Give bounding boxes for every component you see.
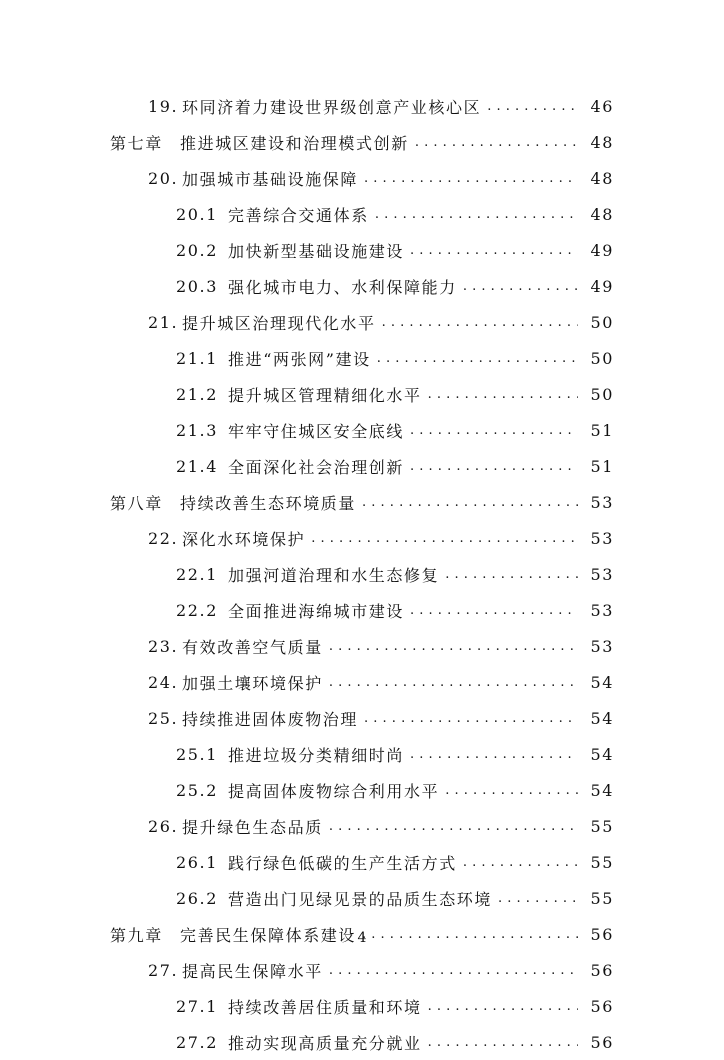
toc-entry-number: 27. — [148, 960, 179, 980]
toc-entry-page: 53 — [590, 492, 614, 512]
dot-leader — [329, 672, 578, 692]
toc-entry-number: 20.1 — [176, 204, 219, 224]
toc-entry-title: 加强城市基础设施保障 — [182, 169, 359, 189]
toc-entry-page: 53 — [590, 528, 614, 548]
toc-entry-title: 推进城区建设和治理模式创新 — [180, 133, 409, 153]
toc-entry[interactable] — [0, 304, 724, 340]
toc-entry-number: 25. — [148, 708, 179, 728]
toc-entry-title: 持续改善生态环境质量 — [180, 493, 357, 513]
toc-entry-number: 20.2 — [176, 240, 219, 260]
toc-entry-page: 53 — [590, 600, 614, 620]
toc-entry-number: 21.4 — [176, 456, 219, 476]
dot-leader — [311, 528, 578, 548]
toc-entry[interactable] — [0, 952, 724, 988]
toc-entry-page: 48 — [590, 204, 614, 224]
toc-entry[interactable] — [0, 556, 724, 592]
toc-entry-page: 48 — [590, 168, 614, 188]
toc-entry-page: 55 — [590, 852, 614, 872]
toc-entry-title: 完善综合交通体系 — [228, 205, 369, 225]
toc-entry-page: 56 — [590, 1032, 614, 1052]
toc-entry-page: 48 — [590, 132, 614, 152]
toc-entry-number: 25.2 — [176, 780, 219, 800]
toc-entry[interactable] — [0, 1024, 724, 1060]
toc-entry-number: 24. — [148, 672, 179, 692]
dot-leader — [377, 348, 578, 368]
toc-entry-title: 有效改善空气质量 — [182, 637, 323, 657]
toc-entry[interactable] — [0, 808, 724, 844]
dot-leader — [428, 384, 578, 404]
toc-entry[interactable] — [0, 268, 724, 304]
toc-entry-number: 22.2 — [176, 600, 219, 620]
toc-entry-number: 27.1 — [176, 996, 219, 1016]
toc-entry-number: 21.1 — [176, 348, 219, 368]
toc-entry[interactable] — [0, 88, 724, 124]
toc-entry[interactable] — [0, 664, 724, 700]
toc-entry[interactable] — [0, 340, 724, 376]
dot-leader — [410, 240, 578, 260]
toc-entry-title: 全面深化社会治理创新 — [228, 457, 405, 477]
toc-entry-page: 56 — [590, 996, 614, 1016]
dot-leader — [410, 744, 578, 764]
toc-entry[interactable] — [0, 844, 724, 880]
dot-leader — [498, 888, 578, 908]
toc-entry-title: 持续改善居住质量和环境 — [228, 997, 422, 1017]
toc-entry-title: 营造出门见绿见景的品质生态环境 — [228, 889, 493, 909]
toc-entry-page: 50 — [590, 348, 614, 368]
toc-entry-title: 完善民生保障体系建设 — [180, 925, 357, 945]
dot-leader — [463, 852, 578, 872]
dot-leader — [445, 564, 578, 584]
toc-entry[interactable] — [0, 196, 724, 232]
toc-entry-page: 50 — [590, 384, 614, 404]
toc-entry-page: 54 — [590, 744, 614, 764]
toc-entry-title: 加强土壤环境保护 — [182, 673, 323, 693]
toc-entry-number: 27.2 — [176, 1032, 219, 1052]
dot-leader — [364, 168, 578, 188]
toc-entry[interactable] — [0, 736, 724, 772]
toc-entry-number: 20.3 — [176, 276, 219, 296]
toc-entry-number: 21. — [148, 312, 179, 332]
toc-entry-title: 提升城区管理精细化水平 — [228, 385, 422, 405]
toc-entry[interactable] — [0, 988, 724, 1024]
toc-entry-number: 21.3 — [176, 420, 219, 440]
toc-entry-number: 第九章 — [110, 925, 163, 945]
toc-entry[interactable] — [0, 772, 724, 808]
toc-entry-title: 加强河道治理和水生态修复 — [228, 565, 440, 585]
page-number: 4 — [357, 930, 367, 946]
toc-entry-number: 22.1 — [176, 564, 219, 584]
toc-entry-title: 践行绿色低碳的生产生活方式 — [228, 853, 457, 873]
toc-entry-number: 第八章 — [110, 493, 163, 513]
toc-entry-number: 25.1 — [176, 744, 219, 764]
toc-entry[interactable] — [0, 628, 724, 664]
dot-leader — [445, 780, 578, 800]
toc-entry-page: 54 — [590, 672, 614, 692]
toc-entry-page: 49 — [590, 240, 614, 260]
toc-entry-number: 26.2 — [176, 888, 219, 908]
toc-entry[interactable] — [0, 232, 724, 268]
toc-entry-page: 54 — [590, 708, 614, 728]
toc-entry-page: 50 — [590, 312, 614, 332]
dot-leader — [463, 276, 578, 296]
toc-entry-page: 56 — [590, 924, 614, 944]
toc-entry-title: 持续推进固体废物治理 — [182, 709, 359, 729]
dot-leader — [428, 996, 578, 1016]
dot-leader — [410, 420, 578, 440]
toc-entry[interactable] — [0, 520, 724, 556]
dot-leader — [329, 636, 578, 656]
toc-entry-page: 49 — [590, 276, 614, 296]
toc-entry[interactable] — [0, 160, 724, 196]
toc-entry-title: 全面推进海绵城市建设 — [228, 601, 405, 621]
toc-entry[interactable] — [0, 448, 724, 484]
toc-entry-title: 提高民生保障水平 — [182, 961, 323, 981]
toc-entry-title: 推进垃圾分类精细时尚 — [228, 745, 405, 765]
toc-entry-number: 23. — [148, 636, 179, 656]
toc-entry[interactable] — [0, 376, 724, 412]
dot-leader — [382, 312, 578, 332]
toc-entry[interactable] — [0, 124, 724, 160]
dot-leader — [329, 816, 578, 836]
toc-entry-page: 56 — [590, 960, 614, 980]
toc-entry[interactable] — [0, 592, 724, 628]
toc-entry-number: 26.1 — [176, 852, 219, 872]
toc-entry-title: 强化城市电力、水利保障能力 — [228, 277, 457, 297]
toc-entry-number: 26. — [148, 816, 179, 836]
dot-leader — [415, 132, 578, 152]
toc-entry-title: 提高固体废物综合利用水平 — [228, 781, 440, 801]
toc-entry[interactable] — [0, 412, 724, 448]
toc-entry-page: 51 — [590, 420, 614, 440]
toc-entry-title: 推进“两张网”建设 — [228, 349, 371, 369]
dot-leader — [375, 204, 578, 224]
toc-entry-page: 46 — [590, 96, 614, 116]
dot-leader — [329, 960, 578, 980]
dot-leader — [362, 492, 578, 512]
toc-entry-number: 20. — [148, 168, 179, 188]
toc-entry-page: 53 — [590, 564, 614, 584]
toc-entry-page: 55 — [590, 816, 614, 836]
dot-leader — [410, 600, 578, 620]
dot-leader — [487, 96, 578, 116]
dot-leader — [410, 456, 578, 476]
toc-entry-number: 第七章 — [110, 133, 163, 153]
toc-entry-title: 提升城区治理现代化水平 — [182, 313, 376, 333]
toc-entry[interactable] — [0, 700, 724, 736]
toc-entry-page: 51 — [590, 456, 614, 476]
toc-entry-page: 55 — [590, 888, 614, 908]
toc-entry-number: 19. — [148, 96, 179, 116]
toc-entry-number: 21.2 — [176, 384, 219, 404]
toc-entry[interactable] — [0, 880, 724, 916]
toc-entry-title: 深化水环境保护 — [182, 529, 306, 549]
toc-entry-title: 牢牢守住城区安全底线 — [228, 421, 405, 441]
toc-entry-title: 推动实现高质量充分就业 — [228, 1033, 422, 1053]
toc-entry-number: 22. — [148, 528, 179, 548]
toc-entry-page: 54 — [590, 780, 614, 800]
toc-entry-title: 环同济着力建设世界级创意产业核心区 — [182, 97, 482, 117]
dot-leader — [428, 1032, 578, 1052]
toc-entry-title: 提升绿色生态品质 — [182, 817, 323, 837]
toc-entry[interactable] — [0, 484, 724, 520]
toc-entry-title: 加快新型基础设施建设 — [228, 241, 405, 261]
dot-leader — [364, 708, 578, 728]
table-of-contents — [0, 88, 724, 1060]
toc-entry-page: 53 — [590, 636, 614, 656]
